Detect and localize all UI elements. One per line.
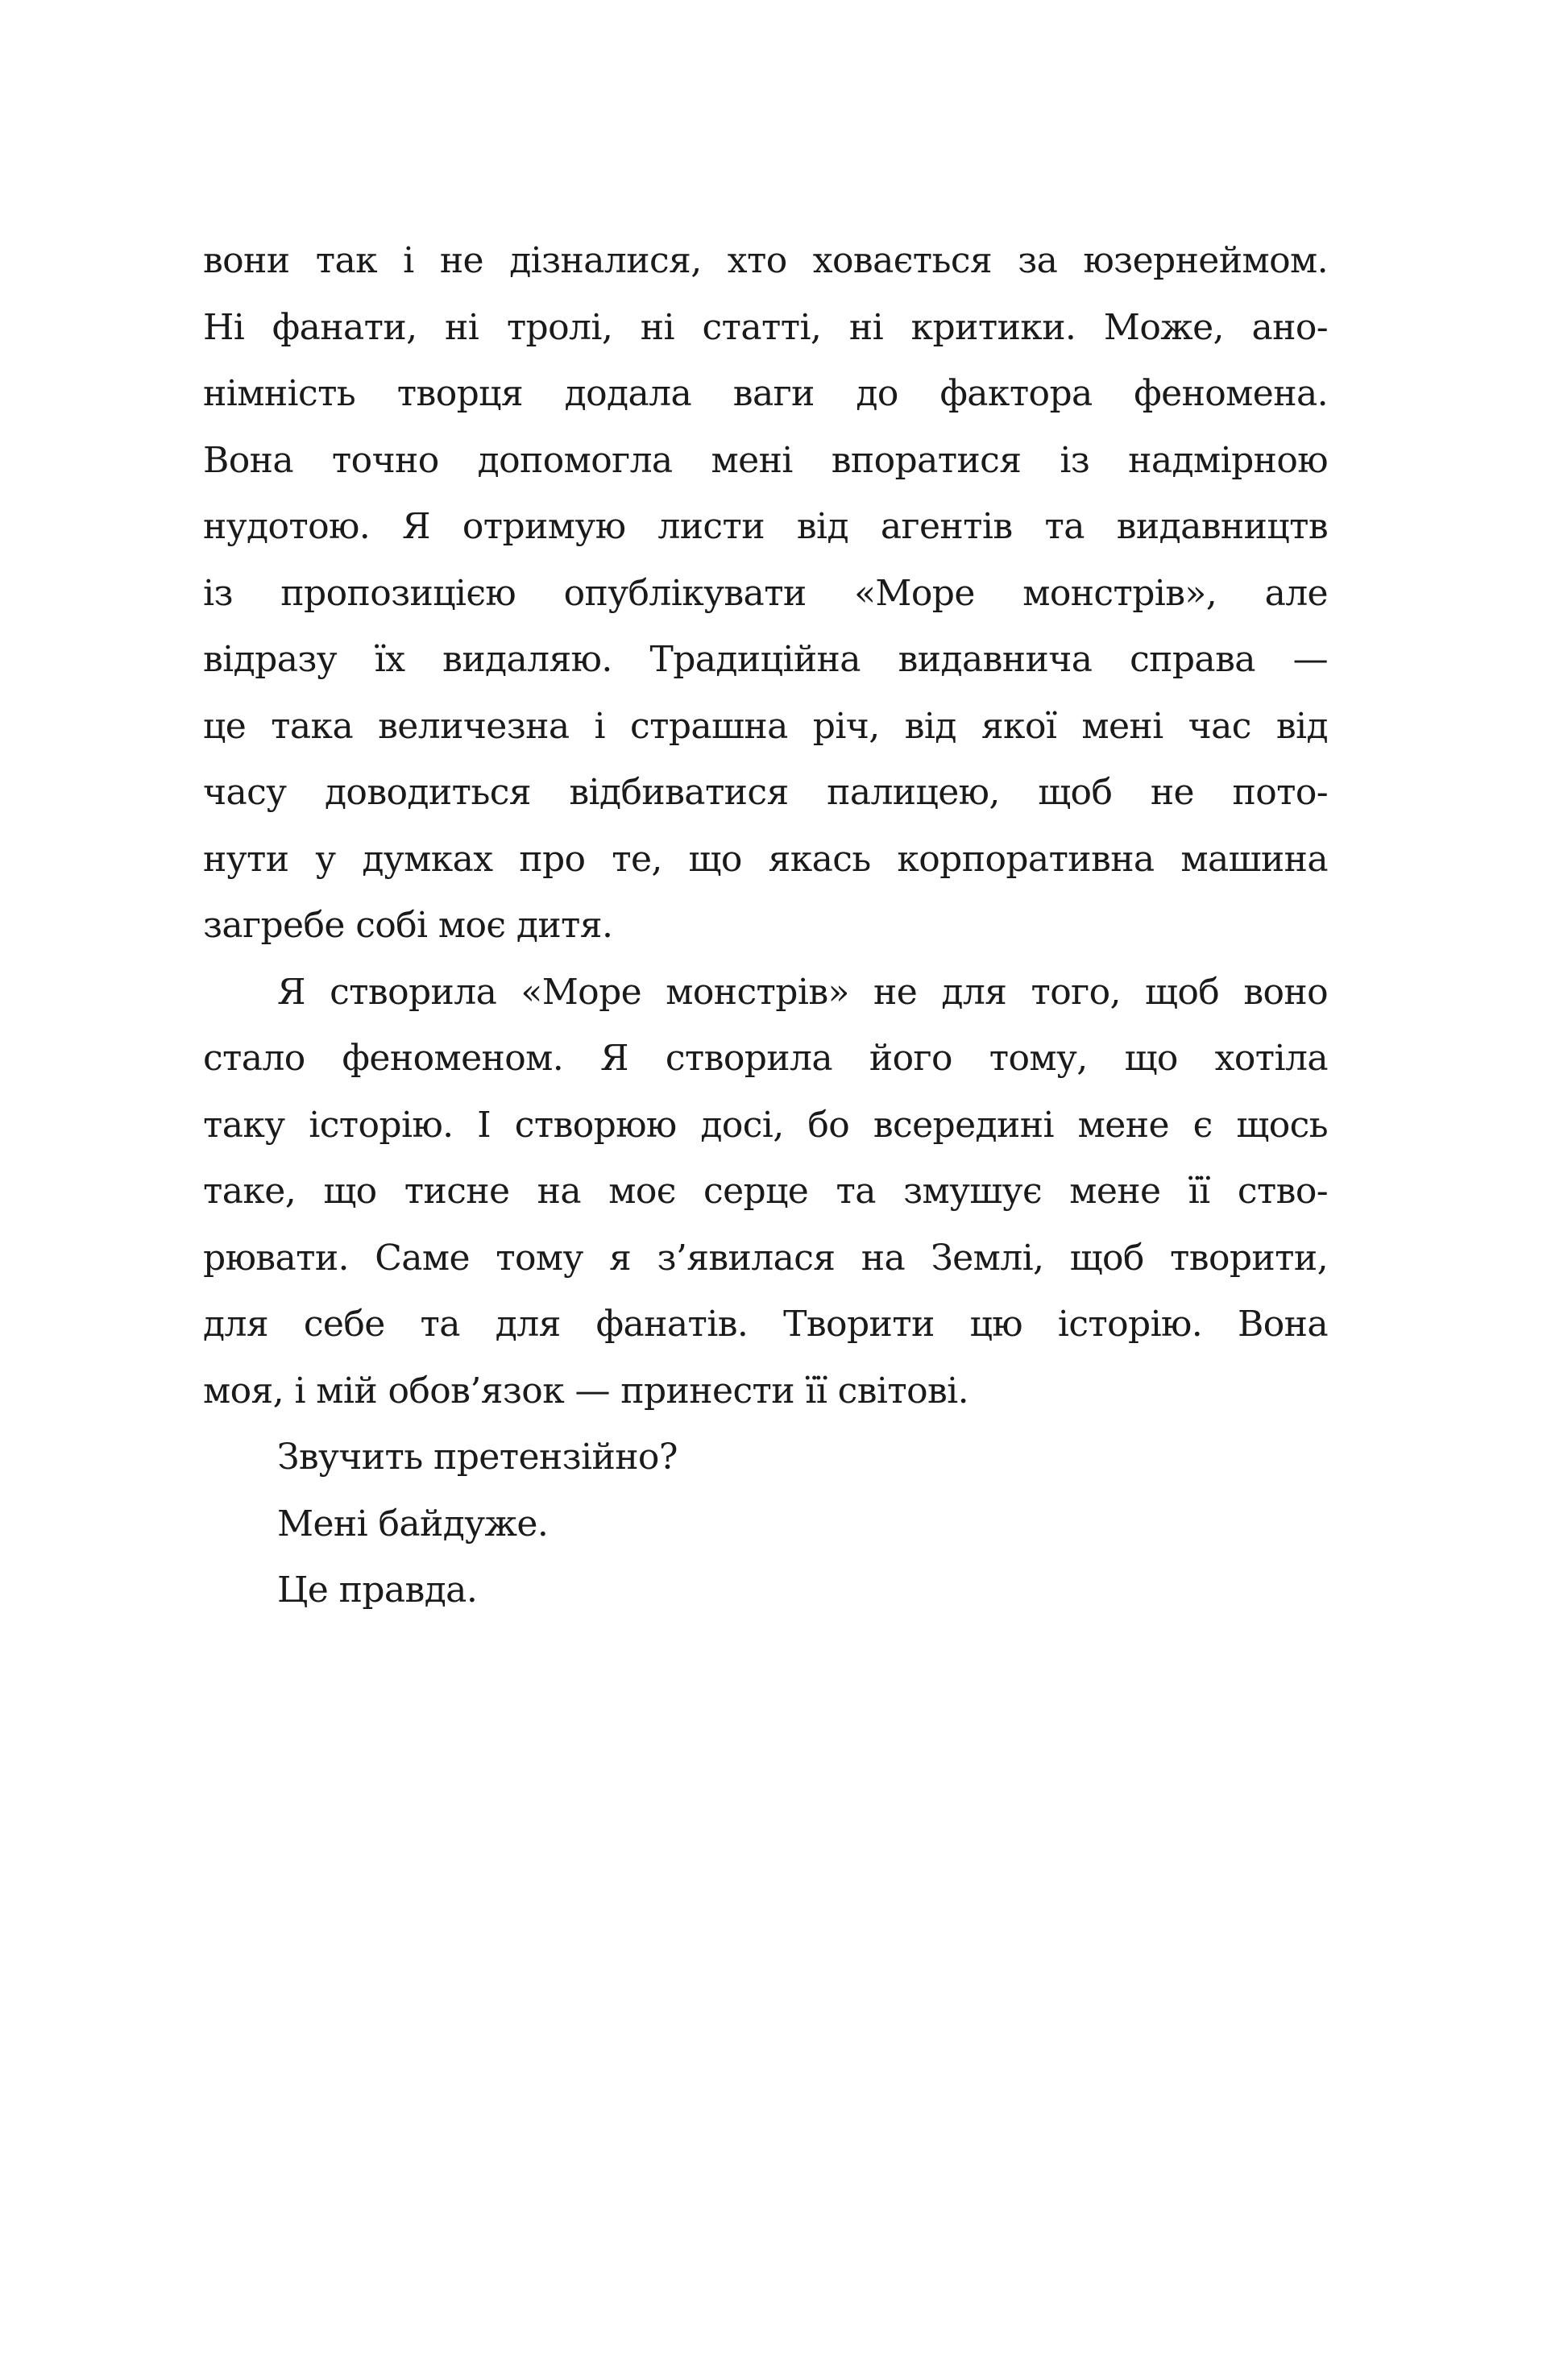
text-line: із пропозицією опублікувати «Море монстрів», але — [203, 572, 1328, 614]
paragraph-3 — [203, 1424, 1328, 1491]
paragraph-5 — [203, 1557, 1328, 1624]
text-line: Я створила «Море монстрів» не для того, щоб воно — [277, 971, 1328, 1013]
text-line: нути у думках про те, що якась корпоративна машина — [203, 838, 1328, 880]
text-line: стало феноменом. Я створила його тому, що хотіла — [203, 1038, 1328, 1079]
paragraph-2 — [203, 960, 1328, 1425]
text-line: Звучить претензійно? — [277, 1437, 678, 1478]
text-line: загребе собі моє дитя. — [203, 905, 613, 946]
text-line: вони так і не дізналися, хто ховається за юзернеймом. — [203, 240, 1328, 281]
text-line: нудотою. Я отримую листи від агентів та видавництв — [203, 506, 1328, 547]
paragraph-4 — [203, 1491, 1328, 1558]
text-line: німність творця додала ваги до фактора феномена. — [203, 373, 1328, 414]
text-line: часу доводиться відбиватися палицею, щоб не пото- — [203, 772, 1328, 813]
text-line: таку історію. І створюю досі, бо всередині мене є щось — [203, 1104, 1328, 1146]
text-line: моя, і мій обов’язок — принести її світові. — [203, 1370, 969, 1412]
paragraph-1 — [203, 228, 1328, 960]
book-page — [203, 228, 1328, 1624]
text-line: відразу їх видаляю. Традиційна видавнича справа — — [203, 639, 1328, 680]
text-line: для себе та для фанатів. Творити цю історію. Вона — [203, 1304, 1328, 1345]
text-line: рювати. Саме тому я з’явилася на Землі, щоб творити, — [203, 1237, 1328, 1279]
text-line: Вона точно допомогла мені впоратися із надмірною — [203, 439, 1328, 481]
text-line: Це правда. — [277, 1569, 478, 1611]
text-line: таке, що тисне на моє серце та змушує мене її ство- — [203, 1171, 1328, 1212]
text-line: Мені байдуже. — [277, 1503, 549, 1545]
text-line: це така величезна і страшна річ, від якої мені час від — [203, 705, 1328, 747]
text-line: Ні фанати, ні тролі, ні статті, ні критики. Може, ано- — [203, 306, 1328, 348]
